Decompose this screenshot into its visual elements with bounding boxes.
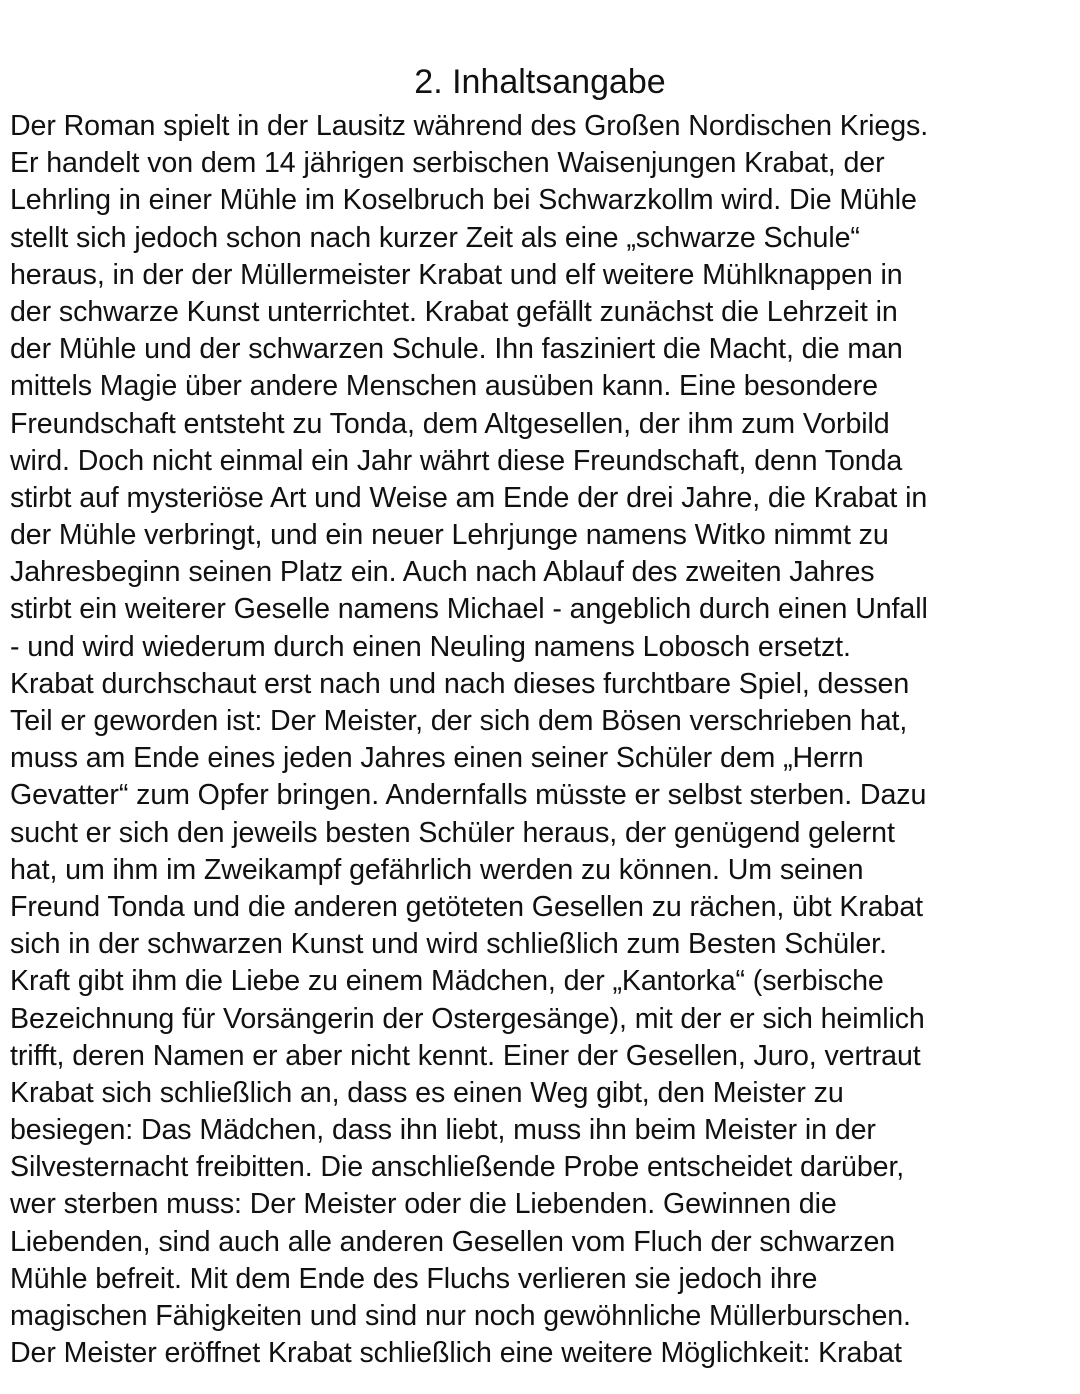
text-line: Krabat durchschaut erst nach und nach dieses furchtbare Spiel, dessen — [10, 667, 910, 700]
text-line: Mühle befreit. Mit dem Ende des Fluchs verlieren sie jedoch ihre — [10, 1262, 818, 1295]
text-line: stirbt auf mysteriöse Art und Weise am Ende der drei Jahre, die Krabat in — [10, 481, 928, 514]
text-line: Silvesternacht freibitten. Die anschließende Probe entscheidet darüber, — [10, 1151, 905, 1184]
text-line: mittels Magie über andere Menschen ausüben kann. Eine besondere — [10, 370, 878, 403]
summary-body — [10, 108, 1078, 1372]
text-line: heraus, in der der Müllermeister Krabat und elf weitere Mühlknappen in — [10, 258, 903, 291]
text-line: Der Roman spielt in der Lausitz während des Großen Nordischen Kriegs. — [10, 110, 929, 142]
text-line: muss am Ende eines jeden Jahres einen seiner Schüler dem „Herrn — [10, 742, 864, 775]
text-line: stellt sich jedoch schon nach kurzer Zeit als eine „schwarze Schule“ — [10, 221, 860, 254]
text-line: der Mühle und der schwarzen Schule. Ihn fasziniert die Macht, die man — [10, 333, 903, 366]
text-line: besiegen: Das Mädchen, dass ihn liebt, muss ihn beim Meister in der — [10, 1114, 876, 1147]
text-line: - und wird wiederum durch einen Neuling namens Lobosch ersetzt. — [10, 630, 851, 663]
text-line: wer sterben muss: Der Meister oder die Liebenden. Gewinnen die — [10, 1188, 837, 1221]
text-line: der schwarze Kunst unterrichtet. Krabat gefällt zunächst die Lehrzeit in — [10, 295, 898, 328]
text-line: trifft, deren Namen er aber nicht kennt. Einer der Gesellen, Juro, vertraut — [10, 1039, 921, 1072]
text-line: Krabat sich schließlich an, dass es einen Weg gibt, den Meister zu — [10, 1076, 844, 1109]
text-line: der Mühle verbringt, und ein neuer Lehrjunge namens Witko nimmt zu — [10, 519, 889, 552]
text-line: wird. Doch nicht einmal ein Jahr währt diese Freundschaft, denn Tonda — [10, 444, 903, 477]
text-line: sich in der schwarzen Kunst und wird schließlich zum Besten Schüler. — [10, 928, 887, 961]
text-line: Jahresbeginn seinen Platz ein. Auch nach Ablauf des zweiten Jahres — [10, 556, 875, 589]
text-line: magischen Fähigkeiten und sind nur noch gewöhnliche Müllerburschen. — [10, 1300, 911, 1332]
text-line: Bezeichnung für Vorsängerin der Ostergesänge), mit der er sich heimlich — [10, 1002, 925, 1035]
text-line: Er handelt von dem 14 jährigen serbischen Waisenjungen Krabat, der — [10, 147, 885, 180]
text-line: Freundschaft entsteht zu Tonda, dem Altgesellen, der ihm zum Vorbild — [10, 407, 890, 440]
text-line: sucht er sich den jeweils besten Schüler heraus, der genügend gelernt — [10, 816, 895, 849]
text-line: Freund Tonda und die anderen getöteten Gesellen zu rächen, übt Krabat — [10, 890, 924, 923]
text-line: stirbt ein weiterer Geselle namens Michael - angeblich durch einen Unfall — [10, 593, 928, 626]
text-line: Der Meister eröffnet Krabat schließlich eine weitere Möglichkeit: Krabat — [10, 1337, 902, 1370]
text-line: Teil er geworden ist: Der Meister, der sich dem Bösen verschrieben hat, — [10, 705, 908, 737]
text-line: Liebenden, sind auch alle anderen Gesellen vom Fluch der schwarzen — [10, 1225, 896, 1258]
text-line: Gevatter“ zum Opfer bringen. Andernfalls müsste er selbst sterben. Dazu — [10, 779, 927, 812]
text-line: Kraft gibt ihm die Liebe zu einem Mädchen, der „Kantorka“ (serbische — [10, 965, 884, 998]
text-line: Lehrling in einer Mühle im Koselbruch bei Schwarzkollm wird. Die Mühle — [10, 184, 917, 217]
text-line: hat, um ihm im Zweikampf gefährlich werden zu können. Um seinen — [10, 853, 864, 886]
section-title: 2. Inhaltsangabe — [414, 63, 666, 101]
